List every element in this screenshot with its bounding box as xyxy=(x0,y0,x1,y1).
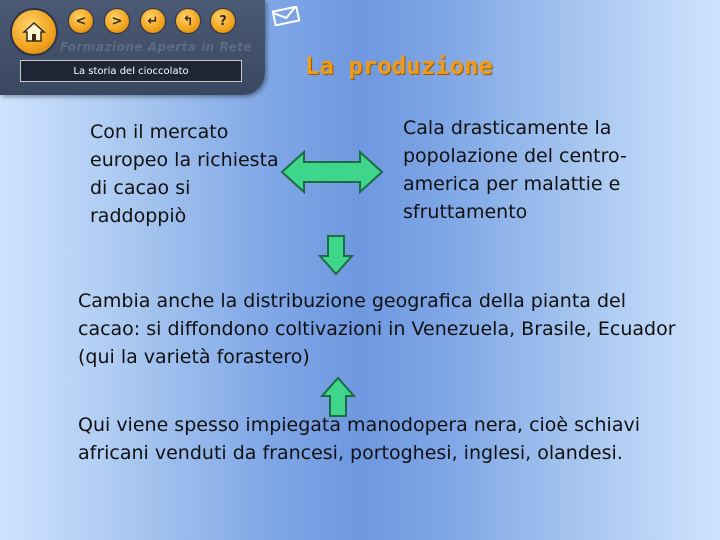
return-button[interactable] xyxy=(140,8,166,34)
mail-icon[interactable] xyxy=(272,6,300,26)
bottom-text: Qui viene spesso impiegata manodopera nera, cioè schiavi africani venduti da francesi, portoghesi, inglesi, olandesi. xyxy=(78,414,640,464)
brand-logo-text: Formazione Aperta in Rete xyxy=(60,40,253,54)
back-button[interactable] xyxy=(68,8,94,34)
toolbar xyxy=(0,0,265,95)
up-button[interactable] xyxy=(175,8,201,34)
double-arrow-icon xyxy=(280,150,384,194)
help-button[interactable] xyxy=(210,8,236,34)
help-icon: ? xyxy=(219,13,227,29)
home-button[interactable] xyxy=(10,8,58,56)
return-icon: ↵ xyxy=(147,13,159,29)
right-text: Cala drasticamente la popolazione del centro-america per malattie e sfruttamento xyxy=(403,117,627,223)
course-title: La storia del cioccolato xyxy=(20,60,242,82)
home-icon xyxy=(22,21,46,43)
slide-title: La produzione xyxy=(305,52,493,80)
left-text: Con il mercato europeo la richiesta di cacao si raddoppiò xyxy=(90,121,279,227)
forward-icon: > xyxy=(111,13,123,29)
up-icon: ↰ xyxy=(182,13,194,29)
back-icon: < xyxy=(75,13,87,29)
down-arrow-icon xyxy=(318,234,354,276)
forward-button[interactable] xyxy=(104,8,130,34)
middle-text: Cambia anche la distribuzione geografica della pianta del cacao: si diffondono coltivazioni in Venezuela, Brasile, Ecuador (qui la varietà forastero) xyxy=(78,290,676,368)
